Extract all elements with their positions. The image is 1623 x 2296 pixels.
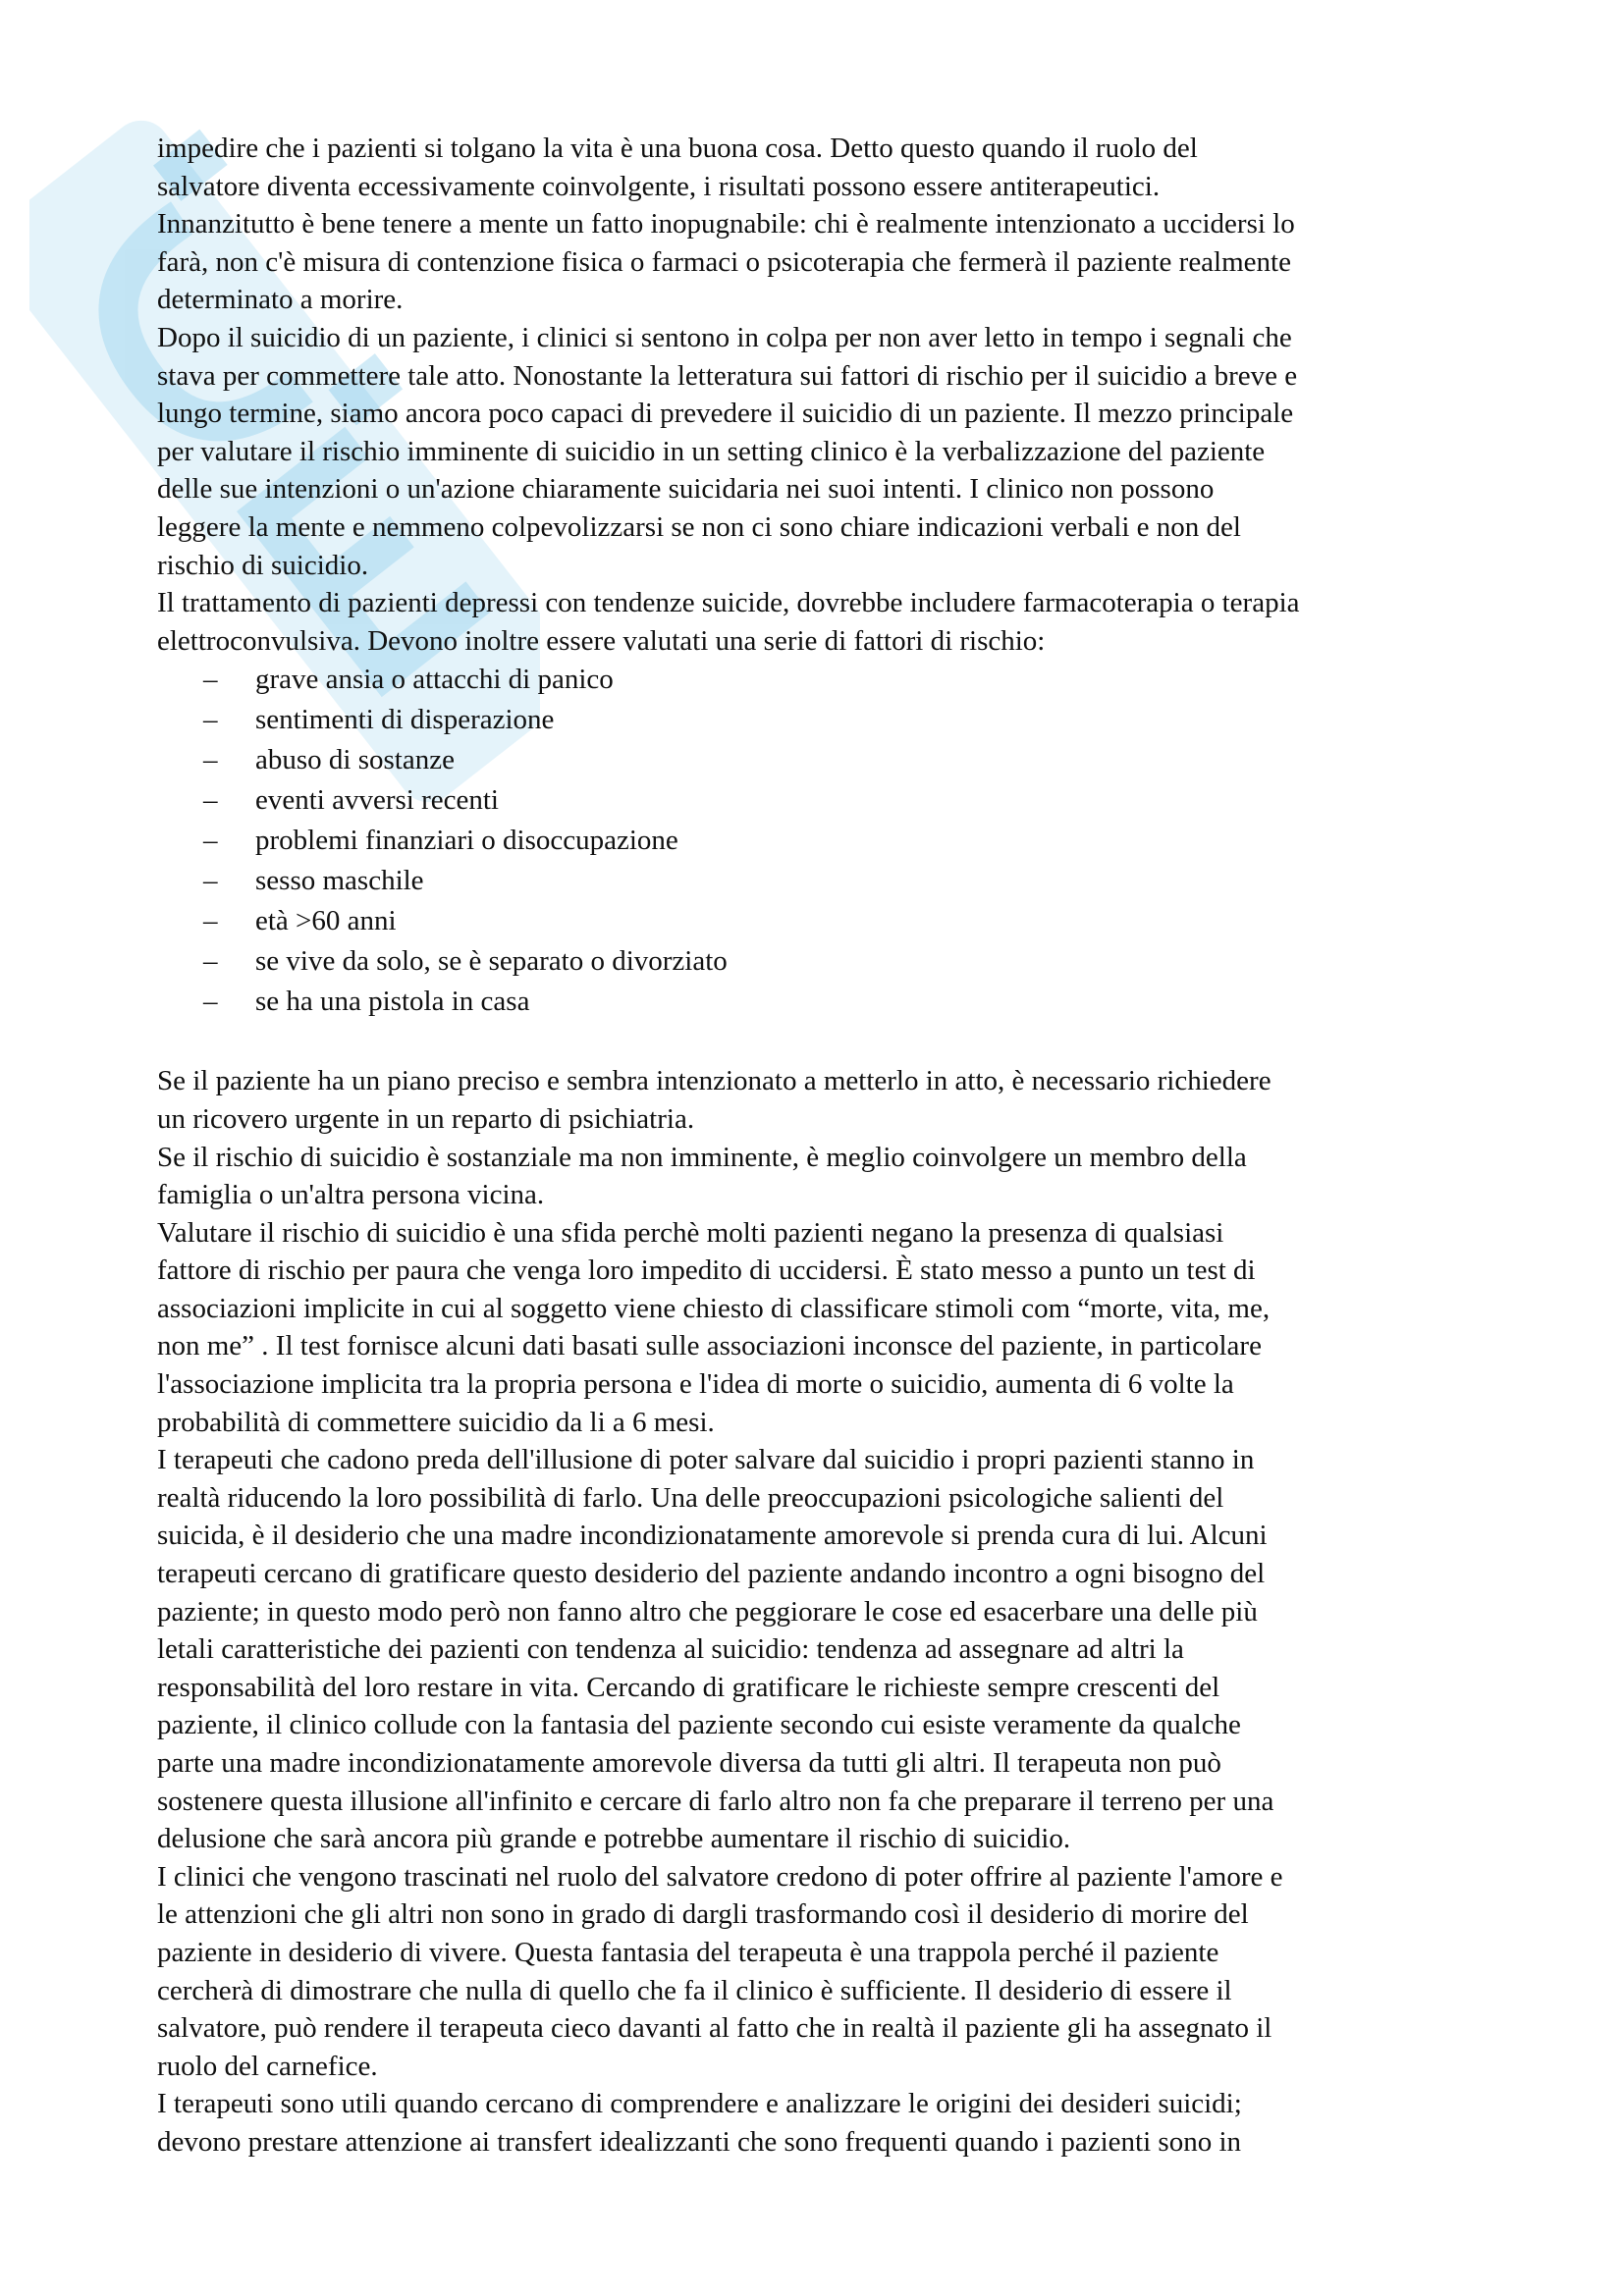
dash-bullet-icon: – [203, 664, 218, 696]
dash-bullet-icon: – [203, 744, 218, 776]
list-item [157, 861, 1483, 901]
paragraph: Se il rischio di suicidio è sostanziale ma non imminente, è meglio coinvolgere un membro della famiglia o un'altra persona vicina. [157, 1141, 1247, 1211]
list-item-text: eventi avversi recenti [255, 784, 499, 817]
dash-bullet-icon: – [203, 905, 218, 937]
paragraph: Il trattamento di pazienti depressi con tendenze suicide, dovrebbe includere farmacoterapia o terapia elettroconvulsiva. Devono inoltre essere valutati una serie di fattori di rischio: [157, 587, 1300, 657]
paragraph: Dopo il suicidio di un paziente, i clinici si sentono in colpa per non aver letto in tempo i segnali che stava per commettere tale atto. Nonostante la letteratura sui fattori di rischio per il suicidio a breve e lungo termine, siamo ancora poco capaci di prevedere il suicidio di un paziente. Il mezzo principale per valutare il rischio imminente di suicidio in un setting clinico è la verbalizzazione del paziente delle sue intenzioni o un'azione chiaramente suicidaria nei suoi intenti. I clinico non possono leggere la mente e nemmeno colpevolizzarsi se non ci sono chiare indicazioni verbali e non del rischio di suicidio. [157, 321, 1298, 581]
list-item [157, 660, 1483, 700]
paragraph: Valutare il rischio di suicidio è una sfida perchè molti pazienti negano la presenza di qualsiasi fattore di rischio per paura che venga loro impedito di uccidersi. È stato messo a punto un test di associazioni implicite in cui al soggetto viene chiesto di classificare stimoli com “morte, vita, me, non me” . Il test fornisce alcuni dati basati sulle associazioni inconsce del paziente, in particolare l'associazione implicita tra la propria persona e l'idea di morte o suicidio, aumenta di 6 volte la probabilità di commettere suicidio da li a 6 mesi. [157, 1216, 1271, 1438]
list-item-text: se vive da solo, se è separato o divorziato [255, 945, 728, 978]
dash-bullet-icon: – [203, 945, 218, 978]
document-body [157, 130, 1483, 2162]
paragraph: I clinici che vengono trascinati nel ruolo del salvatore credono di poter offrire al paziente l'amore e le attenzioni che gli altri non sono in grado di dargli trasformando così il desiderio di morire del paziente in desiderio di vivere. Questa fantasia del terapeuta è una trappola perché il paziente cercherà di dimostrare che nulla di quello che fa il clinico è sufficiente. Il desiderio di essere il salvatore, può rendere il terapeuta cieco davanti al fatto che in realtà il paziente gli ha assegnato il ruolo del carnefice. [157, 1860, 1283, 2082]
dash-bullet-icon: – [203, 784, 218, 817]
blank-line [157, 1022, 1483, 1062]
list-item [157, 901, 1483, 941]
list-item [157, 700, 1483, 740]
list-item-text: età >60 anni [255, 905, 397, 937]
list-item [157, 740, 1483, 780]
list-item [157, 780, 1483, 821]
risk-factor-list [157, 660, 1483, 1022]
list-item-text: sesso maschile [255, 865, 424, 897]
list-item [157, 821, 1483, 861]
dash-bullet-icon: – [203, 825, 218, 857]
list-item-text: se ha una pistola in casa [255, 986, 530, 1018]
paragraph: impedire che i pazienti si tolgano la vita è una buona cosa. Detto questo quando il ruolo del salvatore diventa eccessivamente coinvolgente, i risultati possono essere antiterapeutici. Innanzitutto è bene tenere a mente un fatto inopugnabile: chi è realmente intenzionato a uccidersi lo farà, non c'è misura di contenzione fisica o farmaci o psicoterapia che fermerà il paziente realmente determinato a morire. [157, 133, 1295, 316]
dash-bullet-icon: – [203, 986, 218, 1018]
paragraph: I terapeuti che cadono preda dell'illusione di poter salvare dal suicidio i propri pazienti stanno in realtà riducendo la loro possibilità di farlo. Una delle preoccupazioni psicologiche salienti del suicida, è il desiderio che una madre incondizionatamente amorevole si prenda cura di lui. Alcuni terapeuti cercano di gratificare questo desiderio del paziente andando incontro a ogni bisogno del paziente; in questo modo però non fanno altro che peggiorare le cose ed esacerbare una delle più letali caratteristiche dei pazienti con tendenza al suicidio: tendenza ad assegnare ad altri la responsabilità del loro restare in vita. Cercando di gratificare le richieste sempre crescenti del paziente, il clinico collude con la fantasia del paziente secondo cui esiste veramente da qualche parte una madre incondizionatamente amorevole diversa da tutti gli altri. Il terapeuta non può sostenere questa illusione all'infinito e cercare di farlo altro non fa che preparare il terreno per una delusione che sarà ancora più grande e potrebbe aumentare il rischio di suicidio. [157, 1444, 1274, 1855]
list-item [157, 982, 1483, 1022]
paragraph: Se il paziente ha un piano preciso e sembra intenzionato a metterlo in atto, è necessario richiedere un ricovero urgente in un reparto di psichiatria. [157, 1065, 1271, 1135]
list-item-text: problemi finanziari o disoccupazione [255, 825, 678, 857]
list-item-text: sentimenti di disperazione [255, 704, 555, 736]
paragraph: I terapeuti sono utili quando cercano di comprendere e analizzare le origini dei desideri suicidi; devono prestare attenzione ai transfert idealizzanti che sono frequenti quando i pazienti sono in [157, 2088, 1242, 2158]
list-item-text: abuso di sostanze [255, 744, 455, 776]
list-item [157, 941, 1483, 982]
list-item-text: grave ansia o attacchi di panico [255, 664, 614, 696]
dash-bullet-icon: – [203, 704, 218, 736]
dash-bullet-icon: – [203, 865, 218, 897]
